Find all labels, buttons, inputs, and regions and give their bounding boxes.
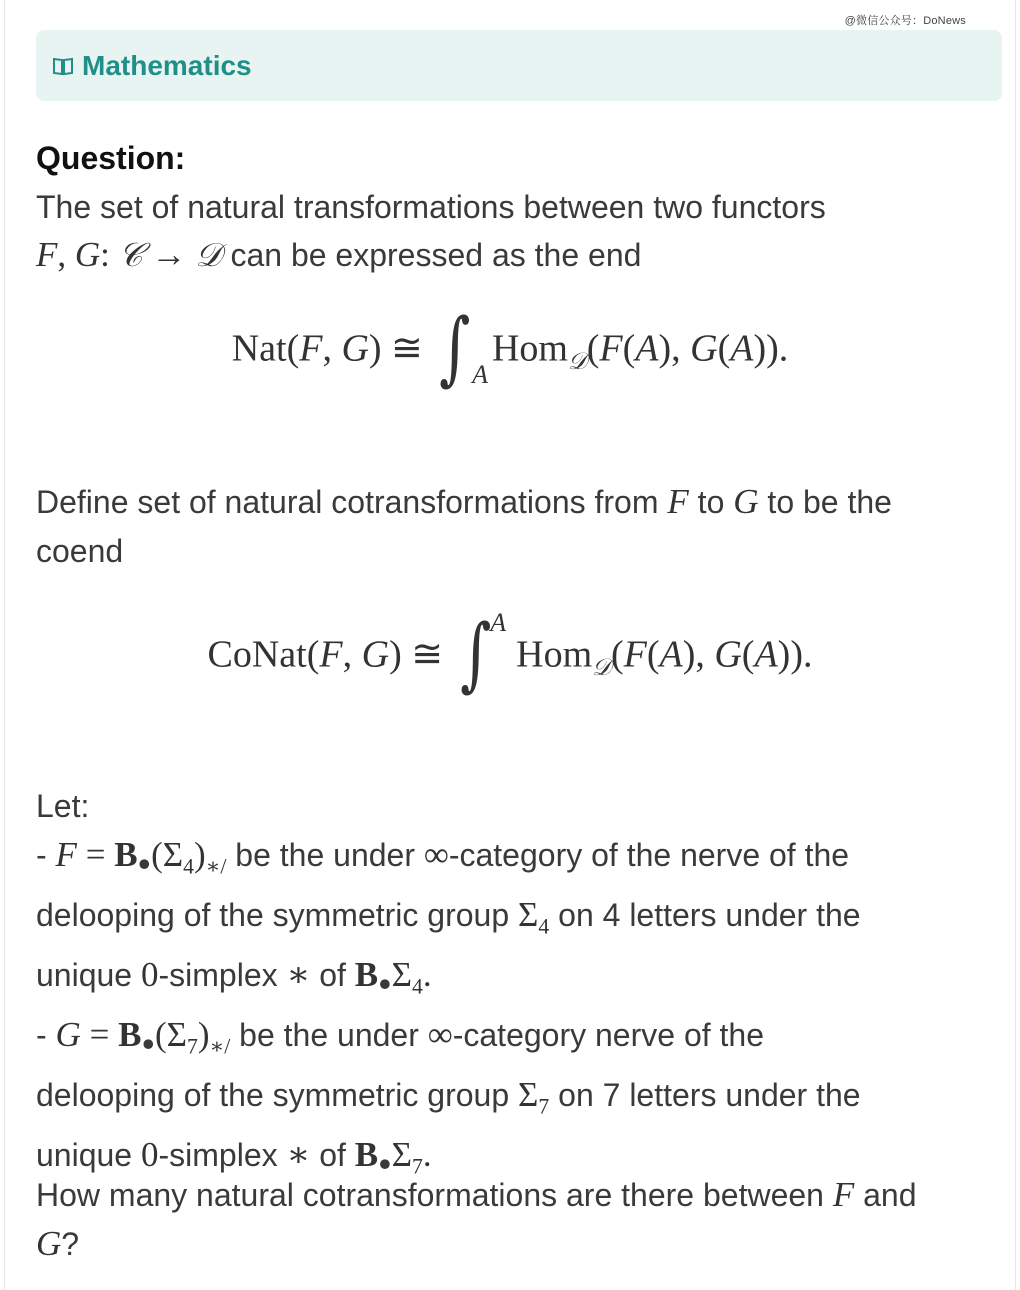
nat-end-formula: Nat(F, G) ≅ $\int_AHom_𝒟(F(A)$, G(A)).: [231, 301, 789, 394]
define-paragraph: Define set of natural cotransformations from F to G to be the coend: [36, 482, 892, 569]
category-banner: [36, 30, 1002, 101]
conat-coend-formula: CoNat(F, G) ≅ ∫$^A$Hom$_𝒟$(F(A), G(A)).: [207, 607, 813, 700]
let-paragraph: Let: - $F = B●(\Sigma_4)_{∗/}$ be the under ∞-category of the nerve of the delooping of the symmetric group $\Sigma_4$ on 4 letters under the unique 0-simplex ∗ of $B●\Sigma_4$. - $G = B●(\Sigma_7)_{∗/}$ be the under ∞-category nerve of the delooping of the symmetric group $\Sigma_7$ on 7 letters under the unique 0-simplex ∗ of $B●\Sigma_7$.: [36, 788, 861, 1179]
intro-line-1: The set of natural transformations between two functors: [36, 188, 826, 225]
integral-sign: ∫: [459, 607, 492, 700]
question-intro: Question: The set of natural transformations between two functors F, G: 𝒞 → 𝒟 can be expressed as the end: [36, 140, 826, 274]
question-label: Question:: [36, 140, 186, 176]
integral-sign: ∫: [439, 301, 471, 394]
watermark: @微信公众号：DoNews: [844, 15, 966, 27]
book-open-icon: [52, 55, 74, 77]
intro-tail: can be expressed as the end: [230, 237, 642, 273]
final-question: How many natural cotransformations are there between F and G?: [36, 1175, 917, 1263]
category-label: Mathematics: [82, 49, 252, 81]
